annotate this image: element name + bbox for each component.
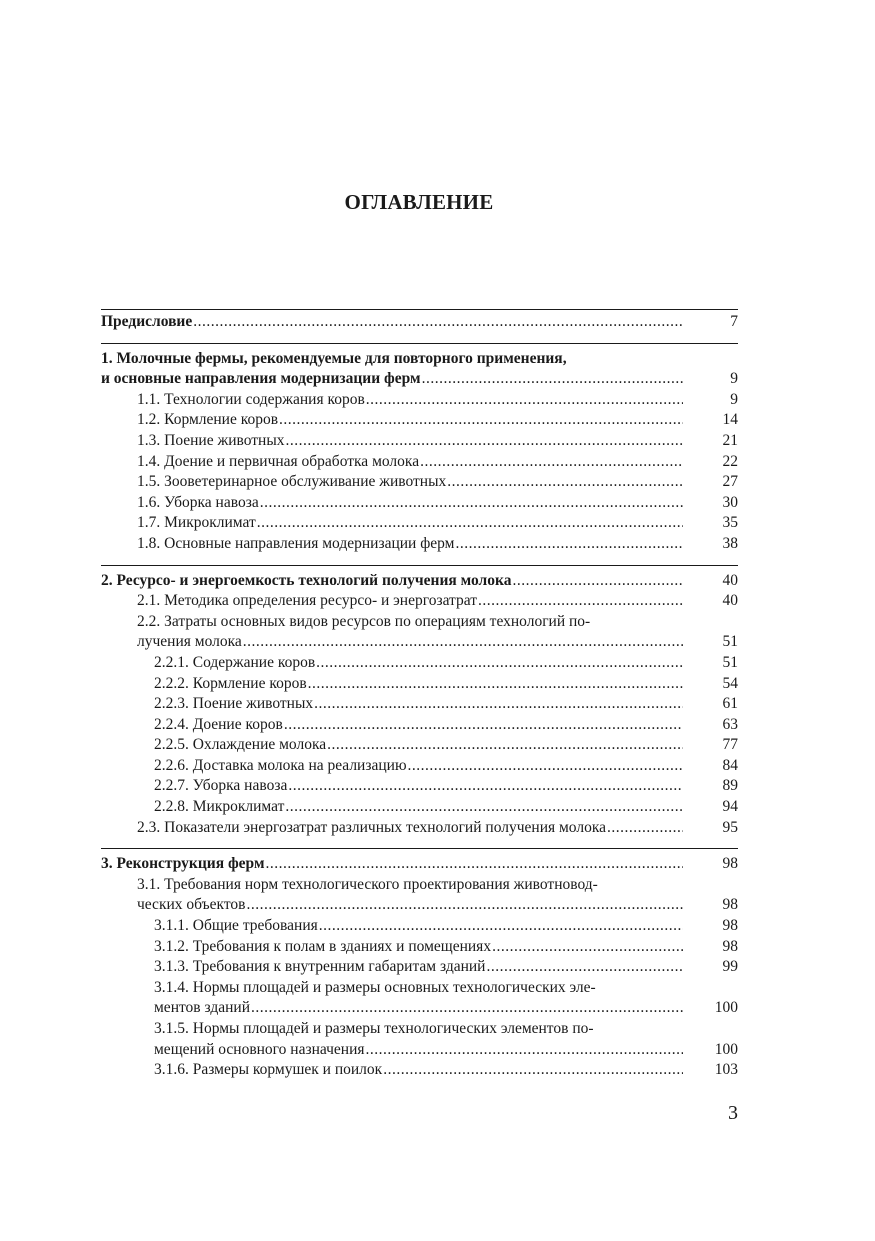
toc-entry[interactable]	[101, 390, 738, 411]
toc-entry-title: 1.1. Технологии содержания коров	[137, 390, 365, 408]
section-divider	[101, 343, 738, 344]
toc-entry-title: 1.8. Основные направления модернизации ферм	[137, 534, 455, 552]
toc-entry-title: 3.1.3. Требования к внутренним габаритам зданий	[154, 958, 486, 976]
section-divider	[101, 309, 738, 310]
page-title: ОГЛАВЛЕНИЕ	[344, 190, 494, 214]
toc-entry-title: 2.2.6. Доставка молока на реализацию	[154, 756, 407, 774]
toc-entry-title: 1.3. Поение животных	[137, 431, 285, 449]
dot-leader	[251, 998, 683, 1019]
toc-page-number: 84	[722, 756, 738, 774]
toc-entry-title: 3. Реконструкция ферм	[101, 855, 265, 873]
dot-leader	[327, 735, 683, 756]
dot-leader	[512, 571, 683, 592]
toc-entry-title: 2.2.2. Кормление коров	[154, 674, 307, 692]
toc-entry[interactable]	[101, 472, 738, 493]
dot-leader	[279, 410, 683, 431]
toc-page-number: 98	[722, 855, 738, 873]
toc-chapter-entry[interactable]	[101, 312, 738, 333]
toc-page-number: 35	[722, 514, 738, 532]
toc-entry[interactable]	[101, 534, 738, 555]
dot-leader	[257, 513, 683, 534]
toc-page-number: 30	[722, 493, 738, 511]
toc-entry-title: 3.1.5. Нормы площадей и размеры технологических элементов по-	[154, 1020, 594, 1037]
section-divider	[101, 848, 738, 849]
toc-page-number: 14	[722, 411, 738, 429]
toc-page-number: 27	[722, 473, 738, 491]
toc-chapter-entry[interactable]	[101, 349, 738, 390]
toc-entry-title: 3.1.4. Нормы площадей и размеры основных технологических эле-	[154, 978, 596, 996]
toc-entry[interactable]	[101, 431, 738, 452]
dot-leader	[243, 632, 683, 653]
toc-entry-title: 3.1.6. Размеры кормушек и поилок	[154, 1061, 383, 1079]
toc-page-number: 98	[722, 917, 738, 935]
toc-entry[interactable]	[101, 875, 738, 916]
toc-page-number: 51	[722, 633, 738, 651]
toc-page-number: 22	[722, 452, 738, 470]
dot-leader	[284, 715, 683, 736]
toc-page-number: 7	[730, 313, 738, 330]
dot-leader	[247, 895, 684, 916]
toc-entry-title: 2.2.3. Поение животных	[154, 695, 314, 713]
dot-leader	[408, 756, 683, 777]
toc-page-number: 89	[722, 777, 738, 795]
toc-entry-title: 1.4. Доение и первичная обработка молока	[137, 452, 420, 470]
dot-leader	[316, 653, 683, 674]
dot-leader	[478, 591, 683, 612]
toc-page-number: 98	[722, 896, 738, 914]
toc-page-number: 40	[722, 592, 738, 610]
toc-page-number: 98	[722, 937, 738, 955]
section-divider	[101, 565, 738, 566]
dot-leader	[422, 369, 683, 390]
dot-leader	[314, 694, 683, 715]
toc-entry[interactable]	[101, 916, 738, 937]
toc-entry[interactable]	[101, 715, 738, 736]
toc-entry-title: ментов зданий	[154, 999, 250, 1017]
dot-leader	[420, 452, 683, 473]
toc-entry-title: ческих объектов	[137, 896, 246, 914]
toc-entry[interactable]	[101, 452, 738, 473]
toc-entry-title: 1. Молочные фермы, рекомендуемые для повторного применения,	[101, 349, 567, 367]
toc-entry[interactable]	[101, 591, 738, 612]
dot-leader	[285, 797, 683, 818]
toc-page-number: 100	[714, 1040, 738, 1058]
dot-leader	[260, 493, 683, 514]
toc-entry-title: 1.2. Кормление коров	[137, 411, 279, 429]
toc-page-number: 9	[730, 370, 738, 388]
toc-entry-title: 2.2.1. Содержание коров	[154, 653, 316, 671]
toc-entry-title: 2.2.8. Микроклимат	[154, 798, 285, 816]
dot-leader	[285, 431, 683, 452]
toc-entry[interactable]	[101, 410, 738, 431]
toc-chapter-entry[interactable]	[101, 854, 738, 875]
toc-entry-title: 2.3. Показатели энергозатрат различных технологий получения молока	[137, 818, 607, 836]
toc-page-number: 9	[730, 390, 738, 408]
toc-entry-title: 3.1. Требования норм технологического проектирования животновод-	[137, 875, 598, 893]
toc-entry[interactable]	[101, 612, 738, 653]
dot-leader	[319, 916, 683, 937]
toc-entry-title: 1.5. Зооветеринарное обслуживание животных	[137, 473, 447, 491]
dot-leader	[383, 1060, 683, 1081]
toc-entry-title: 2.1. Методика определения ресурсо- и энергозатрат	[137, 592, 478, 610]
dot-leader	[486, 957, 683, 978]
dot-leader	[366, 390, 683, 411]
toc-page-number: 61	[722, 695, 738, 713]
toc-entry-title: 3.1.2. Требования к полам в зданиях и помещениях	[154, 937, 492, 955]
toc-entry[interactable]	[101, 674, 738, 695]
toc-entry-title: 2.2.7. Уборка навоза	[154, 777, 288, 795]
dot-leader	[266, 854, 684, 875]
dot-leader	[455, 534, 683, 555]
toc-page-number: 40	[722, 571, 738, 589]
toc-entry-title: и основные направления модернизации ферм	[101, 370, 421, 388]
dot-leader	[492, 937, 683, 958]
toc-entry[interactable]	[101, 818, 738, 839]
toc-entry[interactable]	[101, 957, 738, 978]
toc-entry-title: мещений основного назначения	[154, 1040, 365, 1058]
toc-entry-title: 2.2. Затраты основных видов ресурсов по операциям технологий по-	[137, 612, 591, 630]
table-of-contents	[101, 309, 738, 1081]
toc-page-number: 54	[722, 674, 738, 692]
toc-entry[interactable]	[101, 797, 738, 818]
dot-leader	[447, 472, 683, 493]
toc-page-number: 100	[714, 999, 738, 1017]
toc-entry[interactable]	[101, 776, 738, 797]
toc-entry[interactable]	[101, 756, 738, 777]
dot-leader	[607, 818, 683, 839]
toc-page-number: 94	[722, 798, 738, 816]
toc-page-number: 63	[722, 715, 738, 733]
toc-entry-title: 3.1.1. Общие требования	[154, 917, 318, 935]
toc-page-number: 51	[722, 653, 738, 671]
toc-entry[interactable]	[101, 937, 738, 958]
toc-chapter-entry[interactable]	[101, 571, 738, 592]
toc-entry-title: 1.7. Микроклимат	[137, 514, 256, 532]
dot-leader	[308, 674, 683, 695]
dot-leader	[288, 776, 683, 797]
toc-page-number: 21	[722, 431, 738, 449]
toc-entry[interactable]	[101, 978, 738, 1019]
toc-entry[interactable]	[101, 513, 738, 534]
toc-entry-title: Предисловие	[101, 313, 193, 330]
toc-page-number: 103	[714, 1061, 738, 1079]
toc-entry-title: 2.2.4. Доение коров	[154, 715, 283, 733]
toc-page-number: 95	[722, 818, 738, 836]
toc-entry[interactable]	[101, 653, 738, 674]
toc-entry[interactable]	[101, 1019, 738, 1060]
toc-page-number: 77	[722, 736, 738, 754]
dot-leader	[366, 1040, 683, 1061]
toc-entry[interactable]	[101, 694, 738, 715]
toc-entry-title: 2. Ресурсо- и энергоемкость технологий получения молока	[101, 571, 512, 589]
toc-entry[interactable]	[101, 1060, 738, 1081]
toc-page-number: 38	[722, 534, 738, 552]
toc-page-number: 99	[722, 958, 738, 976]
toc-entry[interactable]	[101, 493, 738, 514]
toc-entry-title: 1.6. Уборка навоза	[137, 493, 259, 511]
toc-entry[interactable]	[101, 735, 738, 756]
dot-leader	[193, 312, 683, 333]
toc-entry-title: лучения молока	[137, 633, 242, 651]
page-number: 3	[728, 1102, 738, 1124]
toc-entry-title: 2.2.5. Охлаждение молока	[154, 736, 327, 754]
